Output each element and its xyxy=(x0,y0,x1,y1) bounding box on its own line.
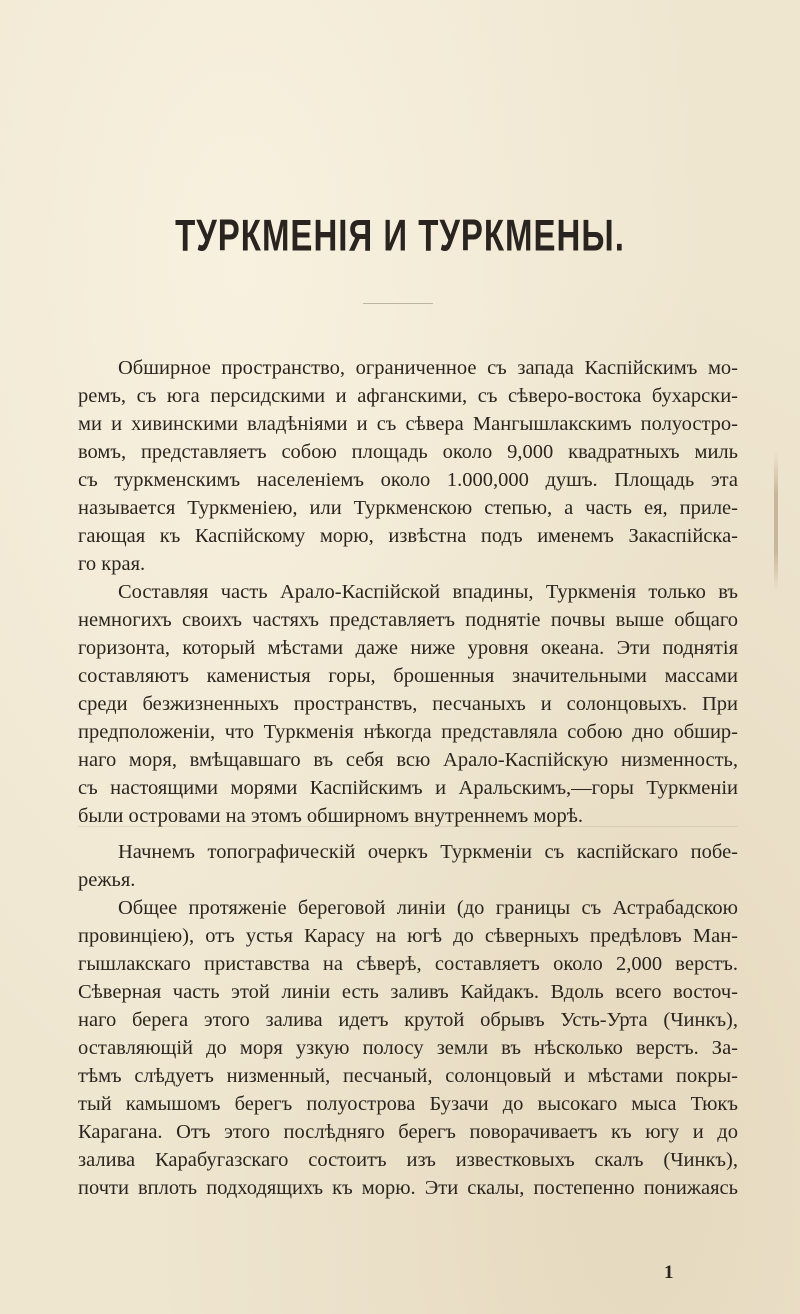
text-line: составляютъ каменистыя горы, брошенныя значительными массами xyxy=(78,665,738,687)
text-line: Карагана. Отъ этого послѣдняго берегъ поворачиваетъ къ югу и до xyxy=(78,1121,738,1143)
page-edge-shadow xyxy=(774,452,778,592)
text-line: ми и хивинскими владѣніями и съ сѣвера Мангышлакскимъ полуостро- xyxy=(78,413,738,435)
text-line: горизонта, который мѣстами даже ниже уровня океана. Эти поднятія xyxy=(78,637,738,659)
text-line: предположеніи, что Туркменія нѣкогда представляла собою дно обшир- xyxy=(78,721,738,743)
text-line: гающая къ Каспійскому морю, извѣстна подъ именемъ Закаспійска- xyxy=(78,525,738,547)
paragraph xyxy=(78,354,738,578)
paragraph xyxy=(78,838,738,894)
paragraph xyxy=(78,578,738,830)
title-divider xyxy=(363,303,433,304)
text-block-lower xyxy=(78,838,738,1202)
text-line: залива Карабугазскаго состоитъ изъ известковыхъ скалъ (Чинкъ), xyxy=(78,1149,738,1171)
text-line: были островами на этомъ обширномъ внутреннемъ морѣ. xyxy=(78,805,584,827)
text-line: называется Туркменіею, или Туркменскою степью, а часть ея, приле- xyxy=(78,497,738,519)
text-line: наго берега этого залива идетъ крутой обрывъ Усть-Урта (Чинкъ), xyxy=(78,1009,738,1031)
paragraph xyxy=(78,894,738,1202)
text-line: Общее протяженіе береговой линіи (до границы съ Астрабадскою xyxy=(118,897,738,919)
text-line: съ настоящими морями Каспійскимъ и Аральскимъ,—горы Туркменіи xyxy=(78,777,738,799)
text-line: почти вплоть подходящихъ къ морю. Эти скалы, постепенно понижаясь xyxy=(78,1177,738,1199)
page-title: ТУРКМЕНІЯ И ТУРКМЕНЫ. xyxy=(175,210,625,260)
text-line: гышлакскаго приставства на сѣверѣ, составляетъ около 2,000 верстъ. xyxy=(78,953,738,975)
text-line: оставляющій до моря узкую полосу земли въ нѣсколько верстъ. За- xyxy=(78,1037,738,1059)
text-line: съ туркменскимъ населеніемъ около 1.000,000 душъ. Площадь эта xyxy=(78,469,738,491)
text-line: вомъ, представляетъ собою площадь около 9,000 квадратныхъ миль xyxy=(78,441,738,463)
text-line: Сѣверная часть этой линіи есть заливъ Кайдакъ. Вдоль всего восточ- xyxy=(78,981,738,1003)
text-line: Обширное пространство, ограниченное съ запада Каспійскимъ мо- xyxy=(118,357,738,379)
text-line: режья. xyxy=(78,869,136,891)
text-line: провинціею), отъ устья Карасу на югѣ до сѣверныхъ предѣловъ Ман- xyxy=(78,925,738,947)
text-line: наго моря, вмѣщавшаго въ себя всю Арало-Каспійскую низменность, xyxy=(78,749,738,771)
text-line: ремъ, съ юга персидскими и афганскими, съ сѣверо-востока бухарски- xyxy=(78,385,738,407)
text-block-upper xyxy=(78,354,738,830)
page-number: 1 xyxy=(664,1262,674,1283)
text-line: тый камышомъ берегъ полуострова Бузачи до высокаго мыса Тюкъ xyxy=(78,1093,738,1115)
section-divider xyxy=(78,826,738,827)
text-line: го края. xyxy=(78,553,146,575)
text-line: немногихъ своихъ частяхъ представляетъ поднятіе почвы выше общаго xyxy=(78,609,738,631)
text-line: тѣмъ слѣдуетъ низменный, песчаный, солонцовый и мѣстами покры- xyxy=(78,1065,738,1087)
text-line: Начнемъ топографическій очеркъ Туркменіи съ каспійскаго побе- xyxy=(118,841,738,863)
text-line: среди безжизненныхъ пространствъ, песчаныхъ и солонцовыхъ. При xyxy=(78,693,738,715)
text-line: Составляя часть Арало-Каспійской впадины, Туркменія только въ xyxy=(118,581,738,603)
